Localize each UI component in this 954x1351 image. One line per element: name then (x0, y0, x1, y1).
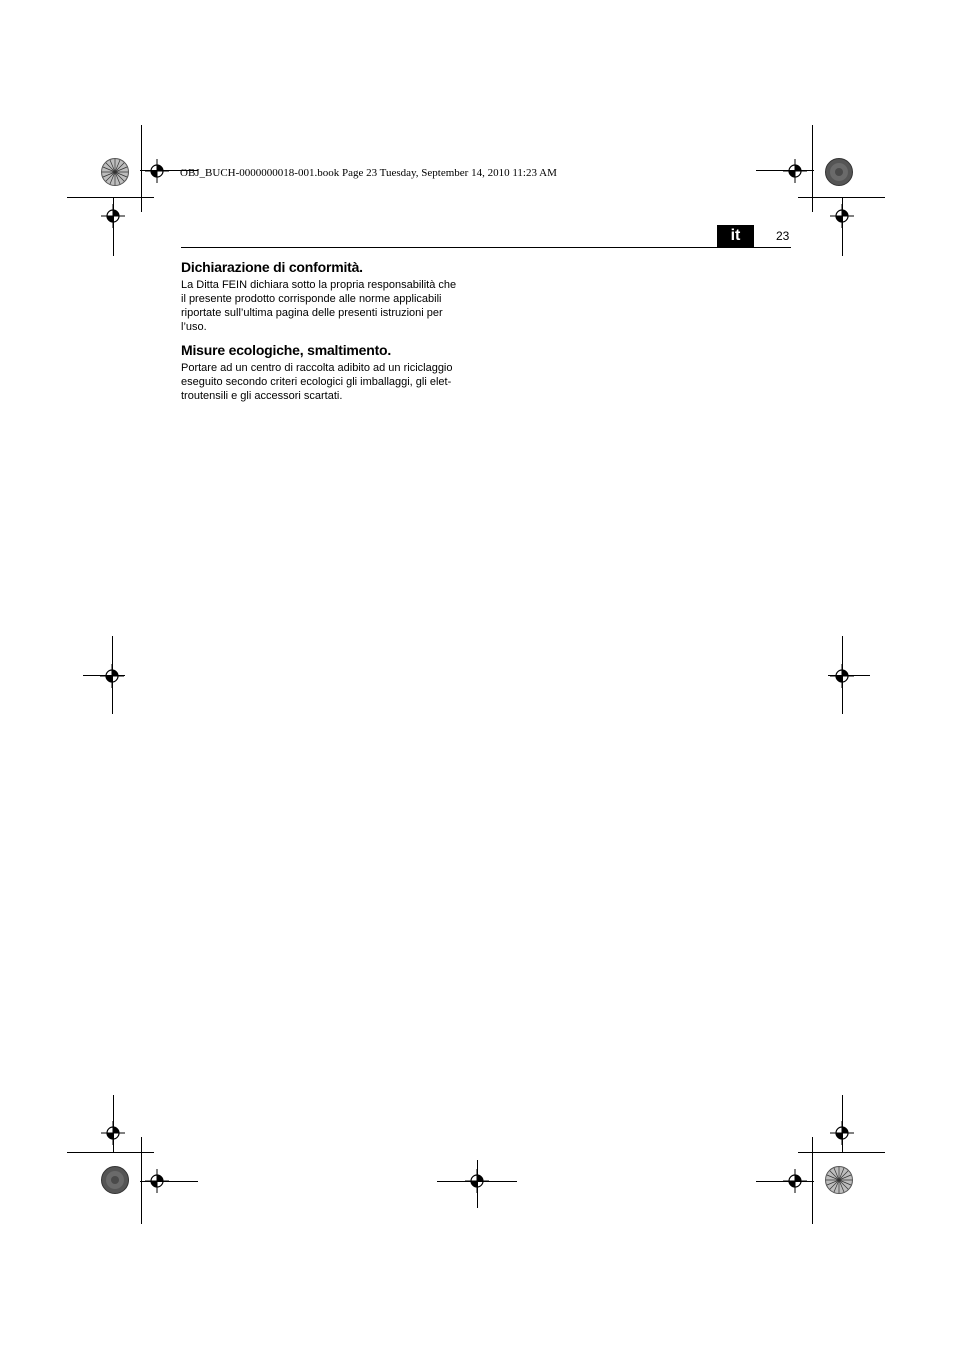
text-line: La Ditta FEIN dichiara sotto la propria responsabilità che (181, 279, 457, 291)
section-body-disposal (181, 361, 477, 403)
text-line: l’uso. (181, 321, 207, 333)
text-line: troutensili e gli accessori scartati. (181, 390, 343, 402)
registration-mark-icon (101, 204, 125, 228)
text-line: eseguito secondo criteri ecologici gli imballaggi, gli elet- (181, 376, 452, 388)
text-line: riportate sull’ultima pagina delle presenti istruzioni per (181, 307, 443, 319)
header-rule (181, 247, 791, 248)
crop-line (812, 125, 813, 212)
star-target-icon (101, 158, 129, 186)
star-target-icon (825, 1166, 853, 1194)
text-line: il presente prodotto corrisponde alle norme applicabili (181, 293, 442, 305)
print-file-info: OBJ_BUCH-0000000018-001.book Page 23 Tuesday, September 14, 2010 11:23 AM (180, 167, 557, 179)
registration-mark-icon (830, 1121, 854, 1145)
registration-mark-icon (101, 1121, 125, 1145)
registration-mark-icon (145, 1169, 169, 1193)
text-line: Portare ad un centro di raccolta adibito ad un riciclaggio (181, 362, 453, 374)
registration-mark-icon (465, 1169, 489, 1193)
crop-line (67, 197, 154, 198)
registration-mark-icon (830, 664, 854, 688)
page-number: 23 (776, 229, 790, 243)
registration-mark-icon (783, 1169, 807, 1193)
dark-target-icon (101, 1166, 129, 1194)
registration-mark-icon (783, 159, 807, 183)
section-heading-disposal: Misure ecologiche, smaltimento. (181, 342, 392, 358)
registration-mark-icon (830, 204, 854, 228)
language-tab: it (717, 225, 754, 247)
section-body-conformity (181, 278, 477, 334)
crop-line (141, 125, 142, 212)
section-heading-conformity: Dichiarazione di conformità. (181, 259, 363, 275)
registration-mark-icon (100, 664, 124, 688)
registration-mark-icon (145, 159, 169, 183)
dark-target-icon (825, 158, 853, 186)
